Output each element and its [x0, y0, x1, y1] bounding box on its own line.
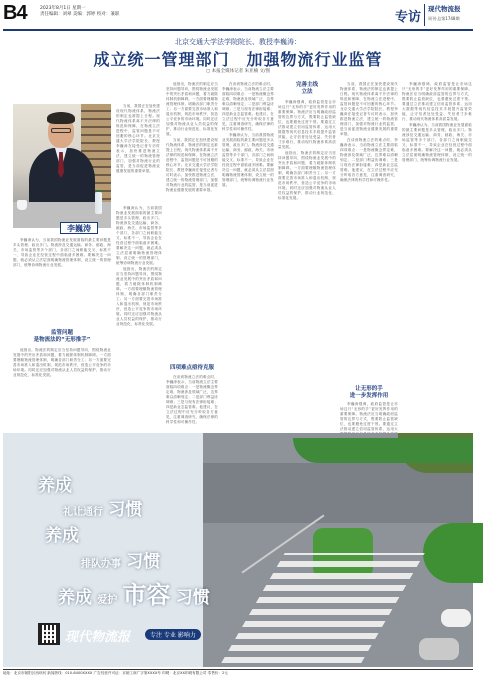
cup [17, 200, 27, 210]
page-header [0, 0, 476, 30]
grass-corner [423, 523, 483, 583]
editor-credits: 责任编辑：刘翠 美编：郭婷 校对：兼职 [40, 12, 120, 17]
slogan-word: 爱护 [97, 595, 118, 606]
slogan-line-1b [63, 495, 142, 520]
paragraph: 李巍涛认为，当前我国物流业发展面临的最主要问题是多头管理、政出多门。物流涉及交通运输、商务、邮政、海关、市场监管等多个部门，各部门之间职能交叉、标准不一，导致企业在经营过程中面临诸多困难。要解决这一问题，就必须从立法层面明确物流管理体制，设立统一的管理部门，统筹协调物流行业发展。 [116, 206, 162, 265]
slogan-word: 养成 [45, 526, 79, 546]
paragraph: 在谈到物流立法的难点时，李巍涛表示，当前物流立法主要面临四项难点：一是物流概念界定难，物流涉及领域广泛，边界难以清晰划定；二是部门利益协调难；三是与现有法律衔接难；四是新业态监管难。他建议，在立法过程中应充分听取各方意见，注重调查研究，确保法律的科学性和可操作性。 [340, 138, 398, 182]
article-column-6b [340, 402, 398, 431]
paragraph: 李巍涛强调，政府监管是让市场这只“无形的手”更好发挥作用的重要保障。物流法应当明确政府监管的边界与方式，既要防止监管缺位，也要避免过度干预。要通过立法推动建立信用监管体系，运用大数据等现代信息技术手段提升监管效能，让守信者处处受益、失信者寸步难行，推动现代物流体系高质量发展。 [278, 100, 336, 149]
slogan-word: 习惯 [108, 500, 143, 520]
paragraph: 他指出，物流法的制定应当坚持问题导向，围绕物流业发展中的突出矛盾和问题，着力破除体制机制障碍。一方面要理顺物流管理体制，明确各部门职责分工；另一方面要完善市场准入和退出机制，规范市场秩序，营造公平竞争的市场环境。同时还应加强对物流从业人员权益的保护，推动行业规范化、标准化发展。 [13, 348, 111, 377]
footer-divider [3, 669, 473, 670]
footer-info: 地址：北京市朝阳区西坝河 新闻热线：010-6400XXXX 广告经营许可证：京朝工商广字第XXXX号 印刷：北京XX印刷有限公司 零售价：2元 [3, 671, 228, 675]
paragraph: 李巍涛认为，当前我国物流业发展面临的最主要问题是多头管理、政出多门。物流涉及交通运输、商务、邮政、海关、市场监管等多个部门，各部门之间职能交叉、标准不一，导致企业在经营过程中面临诸多困难。要解决这一问题，就必须从立法层面明确物流管理体制，设立统一的管理部门，统筹协调物流行业发展。 [13, 238, 111, 267]
slogan-word: 习惯 [126, 552, 161, 572]
article-column-5 [278, 100, 336, 428]
article-column-7 [402, 82, 472, 428]
paragraph: 李巍涛强调，政府监管是让市场这只“无形的手”更好发挥作用的重要保障。物流法应当明确政府监管的边界与方式，既要防止监管缺位，也要避免过度干预。要通过立法推动建立信用监管体系，运用大数据等现代信息技术手段提升监管效能，让守信者处处受益、失信者寸步难行，推动现代物流体系高质量发展。 [402, 82, 472, 121]
white-car [441, 609, 471, 627]
article-column-4 [222, 82, 274, 428]
article-column-1b [13, 238, 111, 310]
slogan-word: 排队办事 [81, 559, 121, 570]
article-headline: 成立统一管理部门 加强物流行业监管 [93, 50, 383, 69]
paragraph: 李巍涛强调，政府监管是让市场这只“无形的手”更好发挥作用的重要保障。物流法应当明确政府监管的边界与方式，既要防止监管缺位，也要避免过度干预。要通过立法推动建立信用监管体系，运用大 [340, 402, 398, 431]
subhead-1: 监管问题 是物流法的“无形推手” [33, 330, 91, 343]
article-column-3 [166, 82, 218, 362]
glasses [51, 128, 71, 133]
banner-brand: 现代物流报 [65, 630, 131, 645]
qr-code-icon [38, 623, 60, 645]
paragraph: 当前，我国正在加快建设现代物流体系，物流法的制定也被提上日程。现代物流体系离不开法律的规范和保障，在物流立法进程中，监管问题是不可回避的核心环节。北京交通大学法学院院长、教授李巍涛在接受记者专访时表示，加快推进物流立法，建立统一的物流管理部门，加强对物流行业的监管，是当前促进物流业健康发展的重要举措。 [116, 104, 160, 173]
paragraph: 李巍涛认为，当前我国物流业发展面临的最主要问题是多头管理、政出多门。物流涉及交通运输、商务、邮政、海关、市场监管等多个部门，各部门之间职能交叉、标准不一，导致企业在经营过程中面临诸多困难。要解决这一问题，就必须从立法层面明确物流管理体制，设立统一的管理部门，统筹协调物流行业发展。 [222, 133, 274, 187]
article-byline: ▢ 本报全媒体记者 朱亚楠 文/图 [205, 69, 271, 74]
paragraph: 在谈到物流立法的难点时，李巍涛表示，当前物流立法主要面临四项难点：一是物流概念界定难，物流涉及领域广泛，边界难以清晰划定；二是部门利益协调难；三是与现有法律衔接难；四是新业态监管难。他建议，在立法过程中应充分听取各方意见，注重调查研究，确保法律的科学性和可操作性。 [222, 82, 274, 131]
article-column-3b [166, 375, 218, 428]
photo-caption: 李巍涛 [67, 223, 91, 233]
slogan-word: 习惯 [175, 588, 210, 608]
section-label: 专访 [395, 10, 422, 25]
slogan-word: 养成 [38, 476, 72, 496]
article-column-6 [340, 82, 398, 402]
slogan-line-2b [81, 547, 160, 572]
header-divider [3, 29, 473, 31]
article-kicker: 北京交通大学法学院院长、教授李巍涛： [175, 38, 301, 46]
grass-strip [293, 438, 473, 463]
interviewee-photo [13, 104, 111, 228]
paragraph: 当前，我国正在加快建设现代物流体系，物流法的制定也被提上日程。现代物流体系离不开法律的规范和保障，在物流立法进程中，监管问题是不可回避的核心环节。北京交通大学法学院院长、教授李巍涛在接受记者专访时表示，加快推进物流立法，建立统一的物流管理部门，加强对物流行业的监管，是当前促进物流业健康发展的重要举措。 [340, 82, 398, 136]
paragraph: 他指出，物流法的制定应当坚持问题导向，围绕物流业发展中的突出矛盾和问题，着力破除体制机制障碍。一方面要理顺物流管理体制，明确各部门职责分工；另一方面要完善市场准入和退出机制，规范市场秩序，营造公平竞争的市场环境。同时还应加强对物流从业人员权益的保护，推动行业规范化、标准化发展。 [278, 151, 336, 200]
water-bottle [95, 192, 102, 214]
page-number: B4 [3, 2, 27, 24]
masthead-name: 现代物流报 [428, 5, 461, 13]
edition-label: 周刊·总第1748期 [428, 16, 460, 21]
hair [47, 112, 75, 124]
subhead-2: 完善主线 立法 [295, 82, 318, 95]
article-column-1c [13, 348, 111, 428]
slogan-line-3 [58, 575, 210, 610]
issue-meta [40, 6, 180, 18]
gray-car [419, 638, 459, 660]
paragraph: 他指出，物流法的制定应当坚持问题导向，围绕物流业发展中的突出矛盾和问题，着力破除体制机制障碍。一方面要理顺物流管理体制，明确各部门职责分工；另一方面要完善市场准入和退出机制，规范市场秩序，营造公平竞争的市场环境。同时还应加强对物流从业人员权益的保护，推动行业规范化、标准化发展。 [116, 267, 162, 326]
masthead [424, 4, 472, 26]
paragraph: 李巍涛认为，当前我国物流业发展面临的最主要问题是多头管理、政出多门。物流涉及交通运输、商务、邮政、海关、市场监管等多个部门，各部门之间职能交叉、标准不一，导致企业在经营过程中面临诸多困难。要解决这一问题，就必须从立法层面明确物流管理体制，设立统一的管理部门，统筹协调物流行业发展。 [402, 123, 472, 162]
slogan-line-1 [38, 471, 72, 496]
banner-tagline: 专注 专业 影响力 [145, 629, 201, 640]
slogan-line-2 [45, 521, 79, 546]
article-column-1a [116, 104, 160, 204]
subhead-4: 让无形的手 进一步发挥作用 [349, 386, 389, 399]
article-column-2 [116, 206, 162, 428]
slogan-word: 礼让通行 [63, 507, 103, 518]
paragraph: 在谈到物流立法的难点时，李巍涛表示，当前物流立法主要面临四项难点：一是物流概念界定难，物流涉及领域广泛，边界难以清晰划定；二是部门利益协调难；三是与现有法律衔接难；四是新业态监管难。他建议，在立法过程中应充分听取各方意见，注重调查研究，确保法律的科学性和可操作性。 [166, 375, 218, 424]
slogan-word: 养成 [58, 588, 92, 608]
public-service-banner [3, 433, 473, 667]
paragraph: 当前，我国正在加快建设现代物流体系，物流法的制定也被提上日程。现代物流体系离不开法律的规范和保障，在物流立法进程中，监管问题是不可回避的核心环节。北京交通大学法学院院长、教授李巍涛在接受记者专访时表示，加快推进物流立法，建立统一的物流管理部门，加强对物流行业的监管，是当前促进物流业健康发展的重要举措。 [166, 138, 218, 192]
issue-date: 2023年8月1日 星期一 [40, 6, 86, 11]
slogan-word: 市容 [122, 580, 171, 609]
subhead-3: 四项难点亟待克服 [169, 365, 214, 371]
paragraph: 他指出，物流法的制定应当坚持问题导向，围绕物流业发展中的突出矛盾和问题，着力破除体制机制障碍。一方面要理顺物流管理体制，明确各部门职责分工；另一方面要完善市场准入和退出机制，规范市场秩序，营造公平竞争的市场环境。同时还应加强对物流从业人员权益的保护，推动行业规范化、标准化发展。 [166, 82, 218, 136]
